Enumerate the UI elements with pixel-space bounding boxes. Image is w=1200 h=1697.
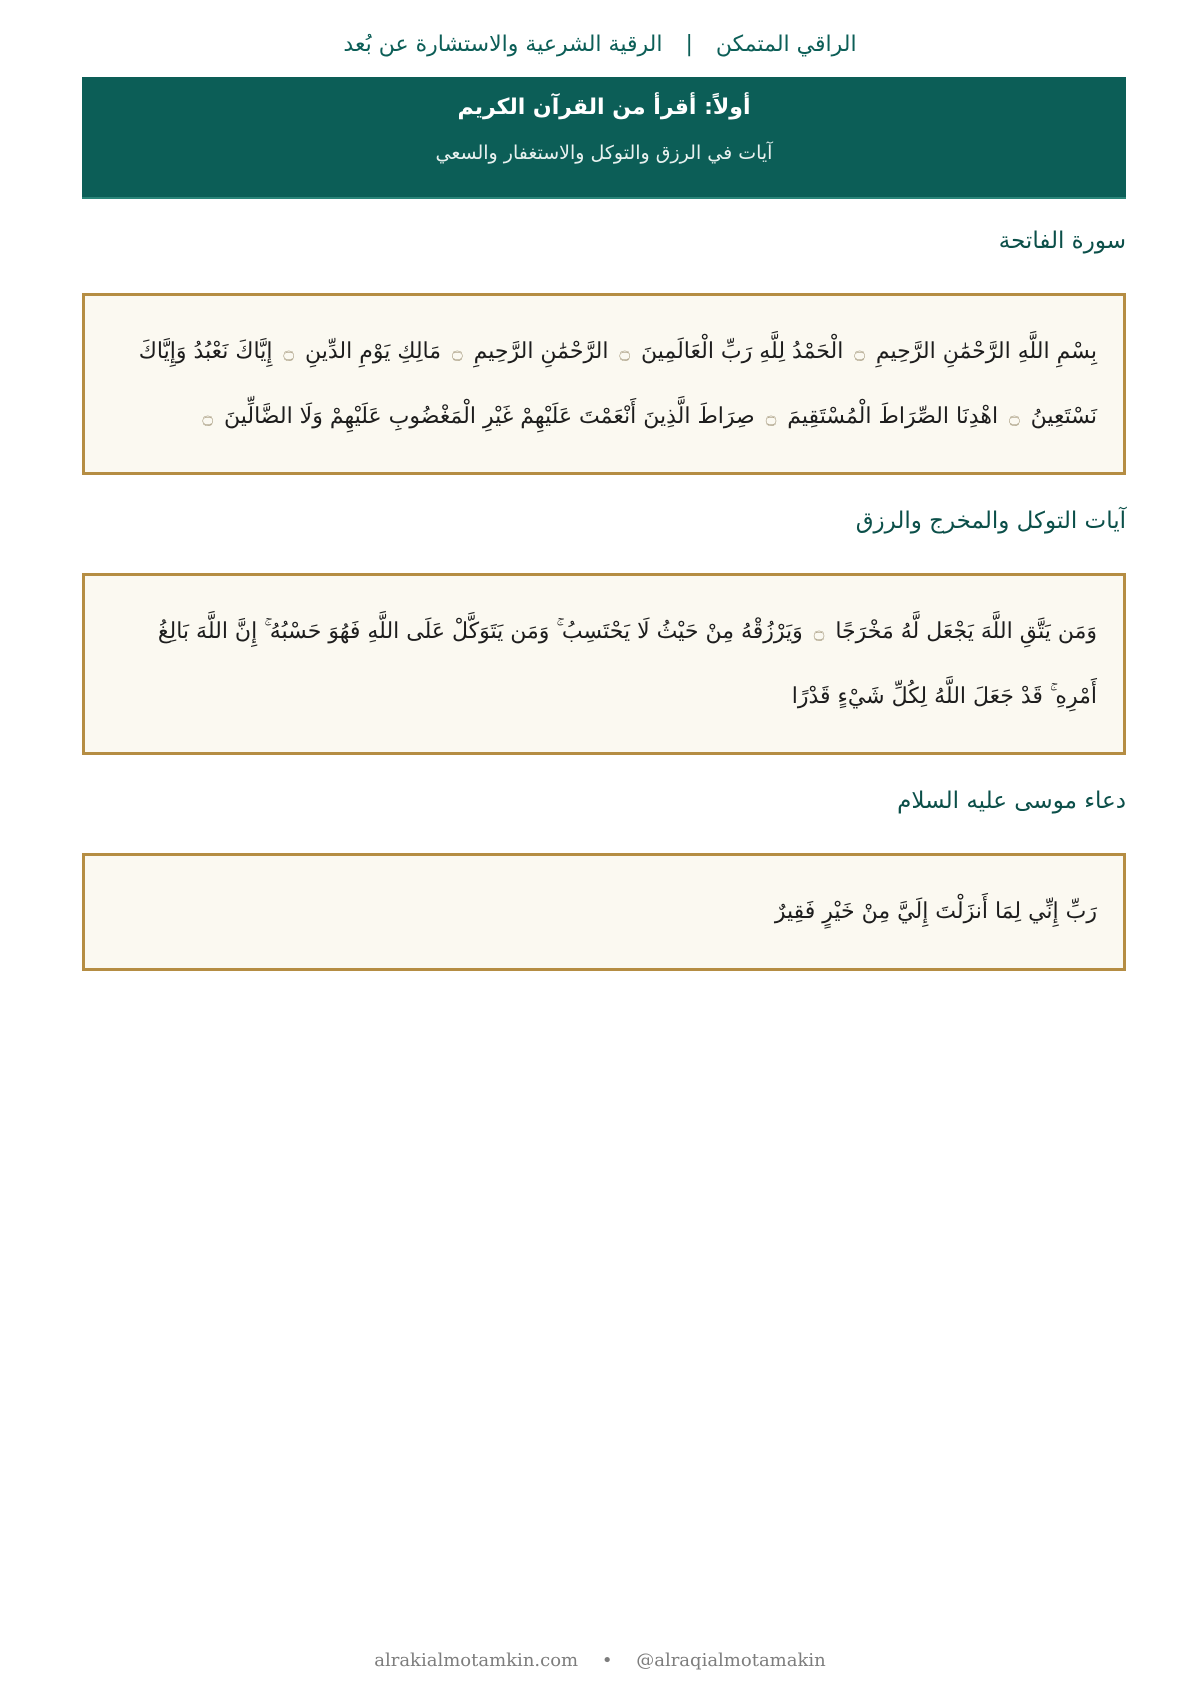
section-title-musa-dua: دعاء موسى عليه السلام (897, 788, 1126, 814)
ayah-end-icon: ۝ (765, 407, 777, 428)
header-separator: | (685, 32, 693, 57)
verse: بِسْمِ اللَّهِ الرَّحْمَٰنِ الرَّحِيمِ (875, 339, 1097, 364)
banner-subtitle: آيات في الرزق والتوكل والاستغفار والسعي (435, 142, 773, 164)
ayah-end-icon: ۝ (452, 342, 463, 363)
verse: صِرَاطَ الَّذِينَ أَنْعَمْتَ عَلَيْهِمْ غَيْرِ الْمَغْضُوبِ عَلَيْهِمْ وَلَا الضَّالِّينَ (224, 404, 755, 429)
section-title-tawakkul: آيات التوكل والمخرج والرزق (855, 508, 1126, 534)
page-footer (0, 1650, 1200, 1671)
verse: وَيَرْزُقْهُ مِنْ حَيْثُ لَا يَحْتَسِبُ ۚ وَمَن يَتَوَكَّلْ عَلَى اللَّهِ فَهُوَ حَسْبُهُ ۚ إِنَّ اللَّهَ بَالِغُ أَمْرِهِ ۚ قَدْ جَعَلَ اللَّهُ لِكُلِّ شَيْءٍ قَدْرًا (157, 619, 1097, 709)
banner-title: أولاً: أقرأ من القرآن الكريم (457, 95, 751, 120)
site-header (0, 32, 1200, 57)
footer-separator: • (601, 1650, 613, 1671)
verse: رَبِّ إِنِّي لِمَا أَنزَلْتَ إِلَيَّ مِنْ خَيْرٍ فَقِيرٌ (774, 899, 1097, 924)
ayah-end-icon: ۝ (619, 342, 630, 363)
verse: اهْدِنَا الصِّرَاطَ الْمُسْتَقِيمَ (787, 404, 999, 429)
verse-box-tawakkul (82, 573, 1126, 755)
footer-social-handle: @alraqialmotamakin (636, 1650, 826, 1671)
ayah-end-icon: ۝ (1009, 407, 1020, 428)
chapter-banner (82, 77, 1126, 199)
verse: وَمَن يَتَّقِ اللَّهَ يَجْعَل لَّهُ مَخْرَجًا (835, 619, 1097, 644)
header-tagline: الرقية الشرعية والاستشارة عن بُعد (343, 32, 663, 57)
ayah-end-icon: ۝ (202, 407, 213, 428)
verse-box-musa-dua (82, 853, 1126, 971)
verse: مَالِكِ يَوْمِ الدِّينِ (304, 339, 442, 364)
verse: الْحَمْدُ لِلَّهِ رَبِّ الْعَالَمِينَ (641, 339, 844, 364)
ayah-end-icon: ۝ (283, 342, 294, 363)
ayah-end-icon: ۝ (813, 622, 825, 643)
verse-box-fatiha (82, 293, 1126, 475)
section-title-fatiha: سورة الفاتحة (998, 228, 1126, 254)
brand-name: الراقي المتمكن (715, 32, 857, 57)
verse: إِيَّاكَ نَعْبُدُ وَإِيَّاكَ نَسْتَعِينُ (138, 339, 1097, 429)
ayah-end-icon: ۝ (854, 342, 865, 363)
footer-website: alrakialmotamkin.com (374, 1650, 579, 1671)
verse: الرَّحْمَٰنِ الرَّحِيمِ (473, 339, 609, 364)
